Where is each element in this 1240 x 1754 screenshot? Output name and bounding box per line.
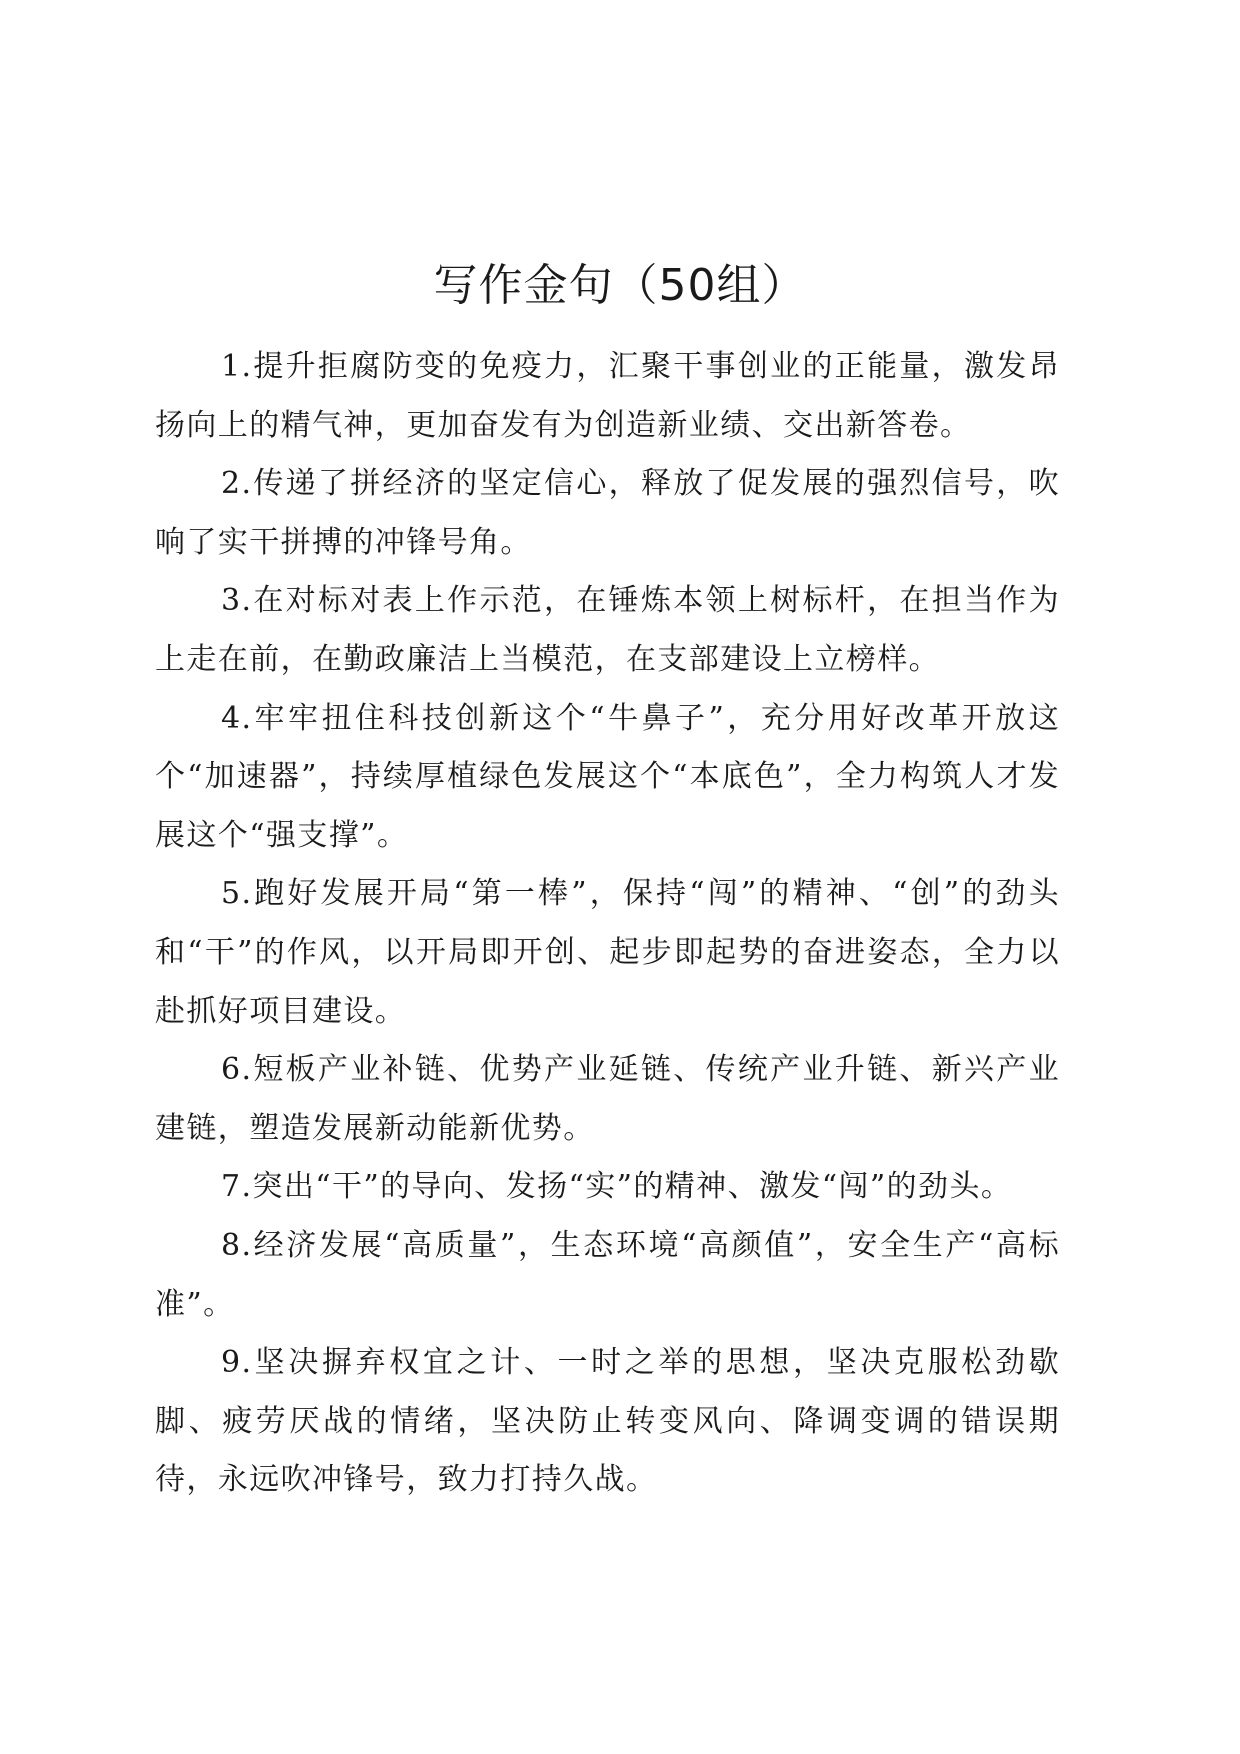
list-item: 3.在对标对表上作示范，在锤炼本领上树标杆，在担当作为上走在前，在勤政廉洁上当模范，在支部建设上立榜样。	[155, 583, 1060, 677]
list-item: 6.短板产业补链、优势产业延链、传统产业升链、新兴产业建链，塑造发展新动能新优势。	[155, 1052, 1060, 1146]
list-item: 2.传递了拼经济的坚定信心，释放了促发展的强烈信号，吹响了实干拼搏的冲锋号角。	[155, 466, 1060, 560]
list-item: 4.牢牢扭住科技创新这个“牛鼻子”，充分用好改革开放这个“加速器”，持续厚植绿色发展这个“本底色”，全力构筑人才发展这个“强支撑”。	[155, 700, 1060, 853]
document-title: 写作金句（50组）	[433, 260, 807, 311]
document-body	[155, 338, 1060, 1510]
list-item: 1.提升拒腐防变的免疫力，汇聚干事创业的正能量，激发昂扬向上的精气神，更加奋发有为创造新业绩、交出新答卷。	[155, 349, 1060, 443]
list-item: 5.跑好发展开局“第一棒”，保持“闯”的精神、“创”的劲头和“干”的作风，以开局即开创、起步即起势的奋进姿态，全力以赴抓好项目建设。	[155, 876, 1060, 1029]
list-item: 8.经济发展“高质量”，生态环境“高颜值”，安全生产“高标准”。	[155, 1227, 1060, 1322]
list-item: 9.坚决摒弃权宜之计、一时之举的思想，坚决克服松劲歇脚、疲劳厌战的情绪，坚决防止转变风向、降调变调的错误期待，永远吹冲锋号，致力打持久战。	[155, 1345, 1060, 1498]
list-item: 7.突出“干”的导向、发扬“实”的精神、激发“闯”的劲头。	[221, 1169, 1013, 1205]
